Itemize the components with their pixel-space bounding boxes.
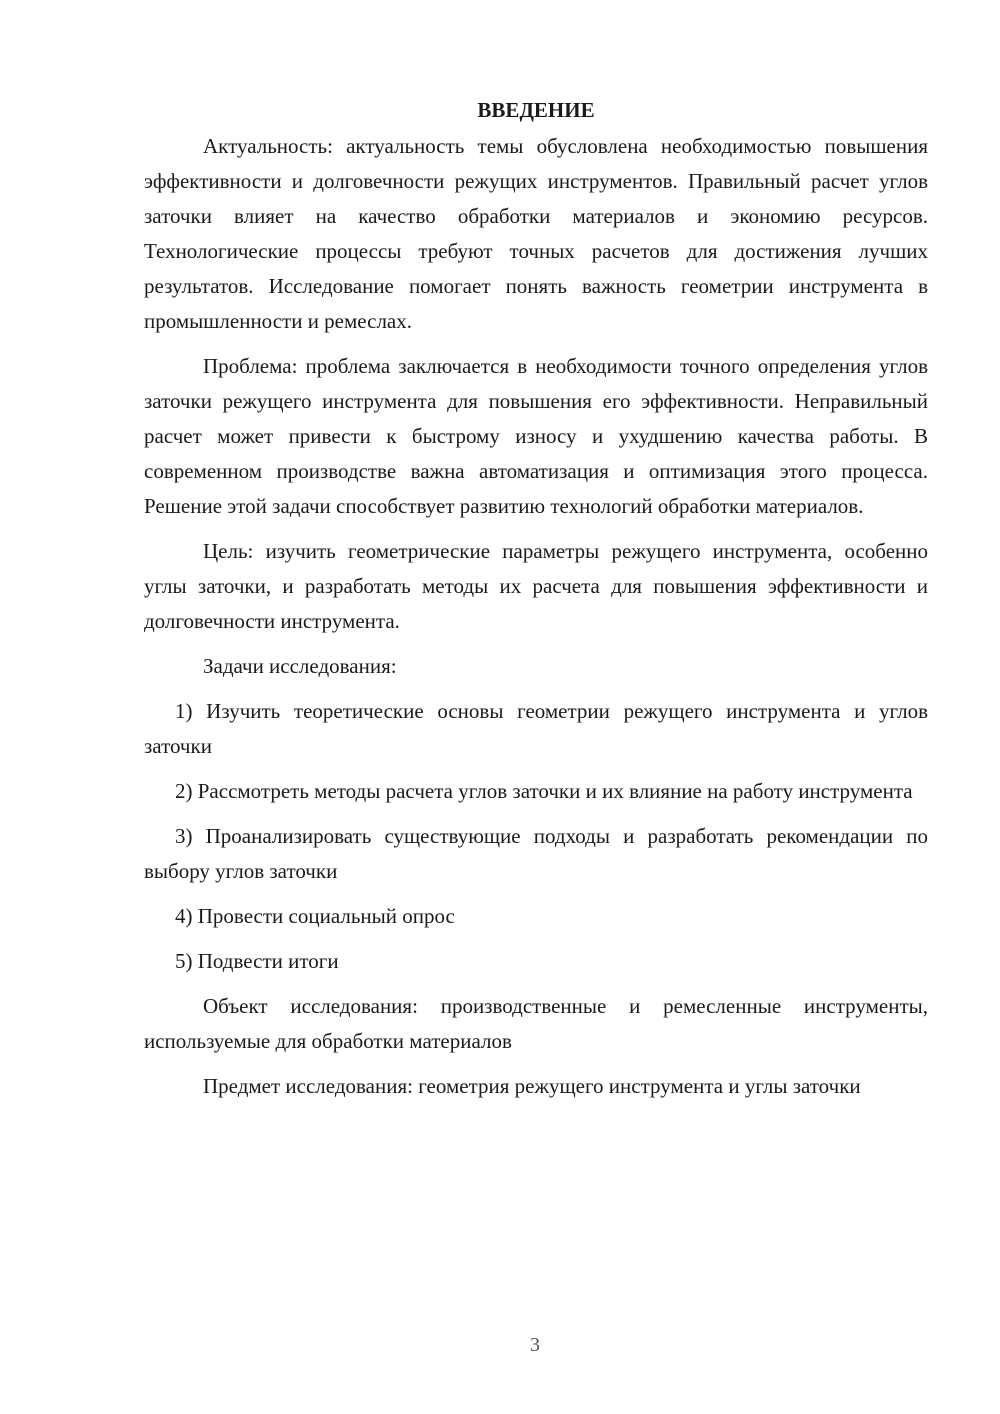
- task-item-1: 1) Изучить теоретические основы геометрии режущего инструмента и углов заточки: [144, 699, 928, 758]
- task-item-4: 4) Провести социальный опрос: [175, 904, 455, 928]
- subject-paragraph: Предмет исследования: геометрия режущего инструмента и углы заточки: [203, 1074, 861, 1098]
- problem-paragraph: Проблема: проблема заключается в необходимости точного определения углов заточки режущего инструмента для повышения его эффективности. Неправильный расчет может привести к быстрому износу и ухудшению качества работы. В современном производстве важна автоматизация и оптимизация этого процесса. Решение этой задачи способствует развитию технологий обработки материалов.: [144, 354, 928, 518]
- object-paragraph: Объект исследования: производственные и ремесленные инструменты, используемые для обработки материалов: [144, 994, 928, 1053]
- tasks-heading: Задачи исследования:: [203, 654, 397, 678]
- goal-paragraph: Цель: изучить геометрические параметры режущего инструмента, особенно углы заточки, и разработать методы их расчета для повышения эффективности и долговечности инструмента.: [144, 539, 928, 633]
- relevance-paragraph: Актуальность: актуальность темы обусловлена необходимостью повышения эффективности и долговечности режущих инструментов. Правильный расчет углов заточки влияет на качество обработки материалов и экономию ресурсов. Технологические процессы требуют точных расчетов для достижения лучших результатов. Исследование помогает понять важность геометрии инструмента в промышленности и ремеслах.: [144, 134, 928, 333]
- page-body: [144, 95, 928, 1114]
- page-number: 3: [530, 1334, 540, 1356]
- task-item-3: 3) Проанализировать существующие подходы и разработать рекомендации по выбору углов заточки: [144, 824, 928, 883]
- task-item-2: 2) Рассмотреть методы расчета углов заточки и их влияние на работу инструмента: [175, 779, 913, 803]
- task-item-5: 5) Подвести итоги: [175, 949, 339, 973]
- page-title: ВВЕДЕНИЕ: [477, 98, 595, 122]
